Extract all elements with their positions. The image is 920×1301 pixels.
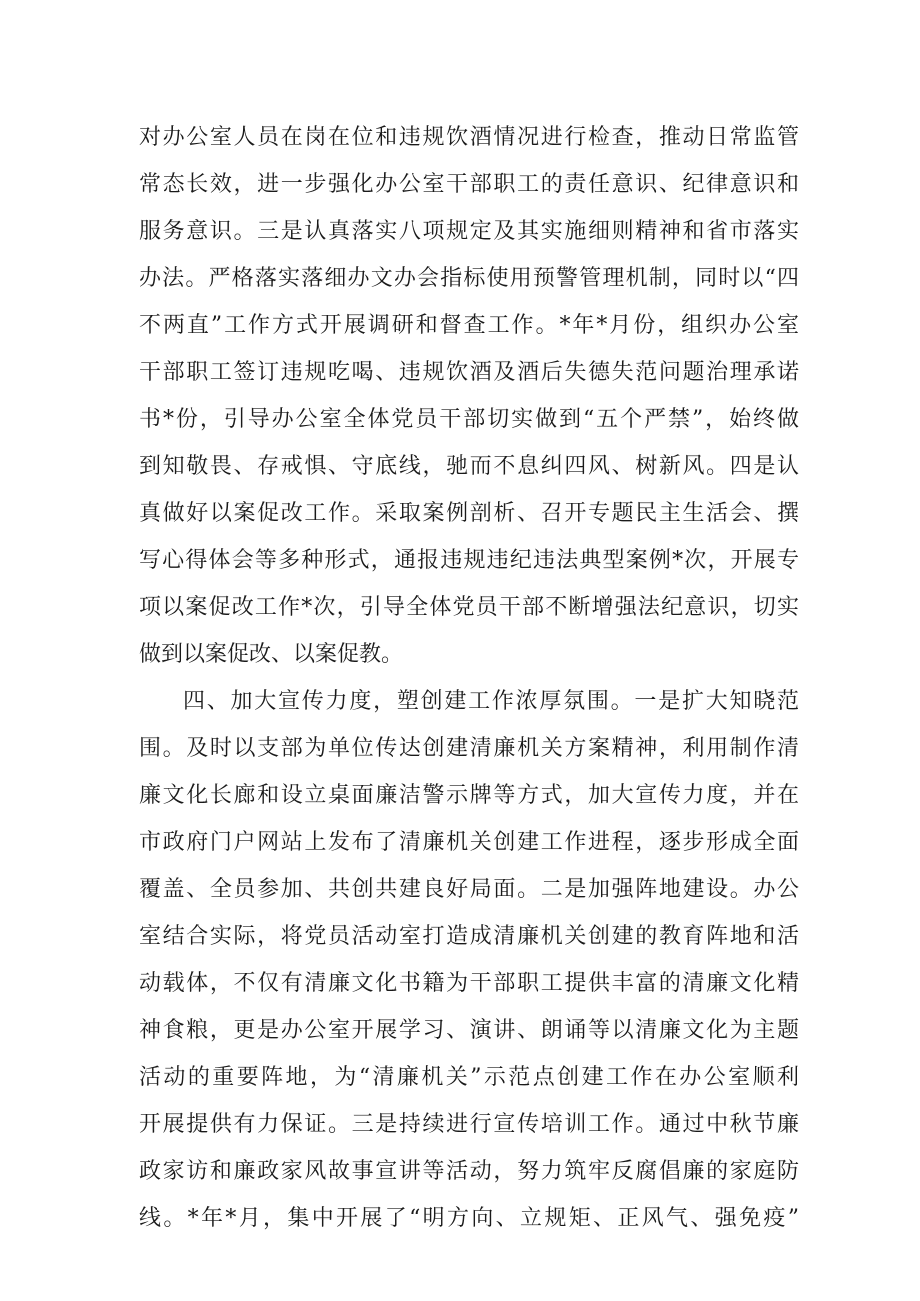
text-line-5: 不两直”工作方式开展调研和督查工作。*年*月份，组织办公室 bbox=[139, 313, 799, 338]
text-line-11: 项以案促改工作*次，引导全体党员干部不断增强法纪意识，切实 bbox=[139, 595, 799, 620]
text-line-12: 做到以案促改、以案促教。 bbox=[139, 642, 404, 667]
text-line-1: 对办公室人员在岗在位和违规饮酒情况进行检查，推动日常监管 bbox=[139, 125, 799, 150]
text-line-23: 政家访和廉政家风故事宣讲等活动，努力筑牢反腐倡廉的家庭防 bbox=[139, 1159, 799, 1184]
text-line-19: 动载体，不仅有清廉文化书籍为干部职工提供丰富的清廉文化精 bbox=[139, 971, 799, 996]
text-line-21: 活动的重要阵地，为“清廉机关”示范点创建工作在办公室顺利 bbox=[139, 1065, 799, 1090]
text-line-4: 办法。严格落实落细办文办会指标使用预警管理机制，同时以“四 bbox=[139, 266, 799, 291]
text-line-17: 覆盖、全员参加、共创共建良好局面。二是加强阵地建设。办公 bbox=[139, 877, 799, 902]
text-line-15: 廉文化长廊和设立桌面廉洁警示牌等方式，加大宣传力度，并在 bbox=[139, 783, 799, 808]
text-line-22: 开展提供有力保证。三是持续进行宣传培训工作。通过中秋节廉 bbox=[139, 1112, 799, 1137]
text-line-7: 书*份，引导办公室全体党员干部切实做到“五个严禁”，始终做 bbox=[139, 407, 799, 432]
document-body bbox=[139, 114, 799, 1242]
text-line-8: 到知敬畏、存戒惧、守底线，驰而不息纠四风、树新风。四是认 bbox=[139, 454, 799, 479]
text-line-20: 神食粮，更是办公室开展学习、演讲、朗诵等以清廉文化为主题 bbox=[139, 1018, 799, 1043]
section-heading-line: 四、加大宣传力度，塑创建工作浓厚氛围。一是扩大知晓范 bbox=[183, 689, 799, 714]
text-line-3: 服务意识。三是认真落实八项规定及其实施细则精神和省市落实 bbox=[139, 219, 799, 244]
text-line-14: 围。及时以支部为单位传达创建清廉机关方案精神，利用制作清 bbox=[139, 736, 799, 761]
text-line-18: 室结合实际，将党员活动室打造成清廉机关创建的教育阵地和活 bbox=[139, 924, 799, 949]
text-line-16: 市政府门户网站上发布了清廉机关创建工作进程，逐步形成全面 bbox=[139, 830, 799, 855]
text-line-9: 真做好以案促改工作。采取案例剖析、召开专题民主生活会、撰 bbox=[139, 501, 799, 526]
text-line-2: 常态长效，进一步强化办公室干部职工的责任意识、纪律意识和 bbox=[139, 172, 799, 197]
text-line-6: 干部职工签订违规吃喝、违规饮酒及酒后失德失范问题治理承诺 bbox=[139, 360, 799, 385]
text-line-10: 写心得体会等多种形式，通报违规违纪违法典型案例*次，开展专 bbox=[139, 548, 799, 573]
text-line-24: 线。*年*月，集中开展了“明方向、立规矩、正风气、强免疫” bbox=[139, 1206, 799, 1231]
